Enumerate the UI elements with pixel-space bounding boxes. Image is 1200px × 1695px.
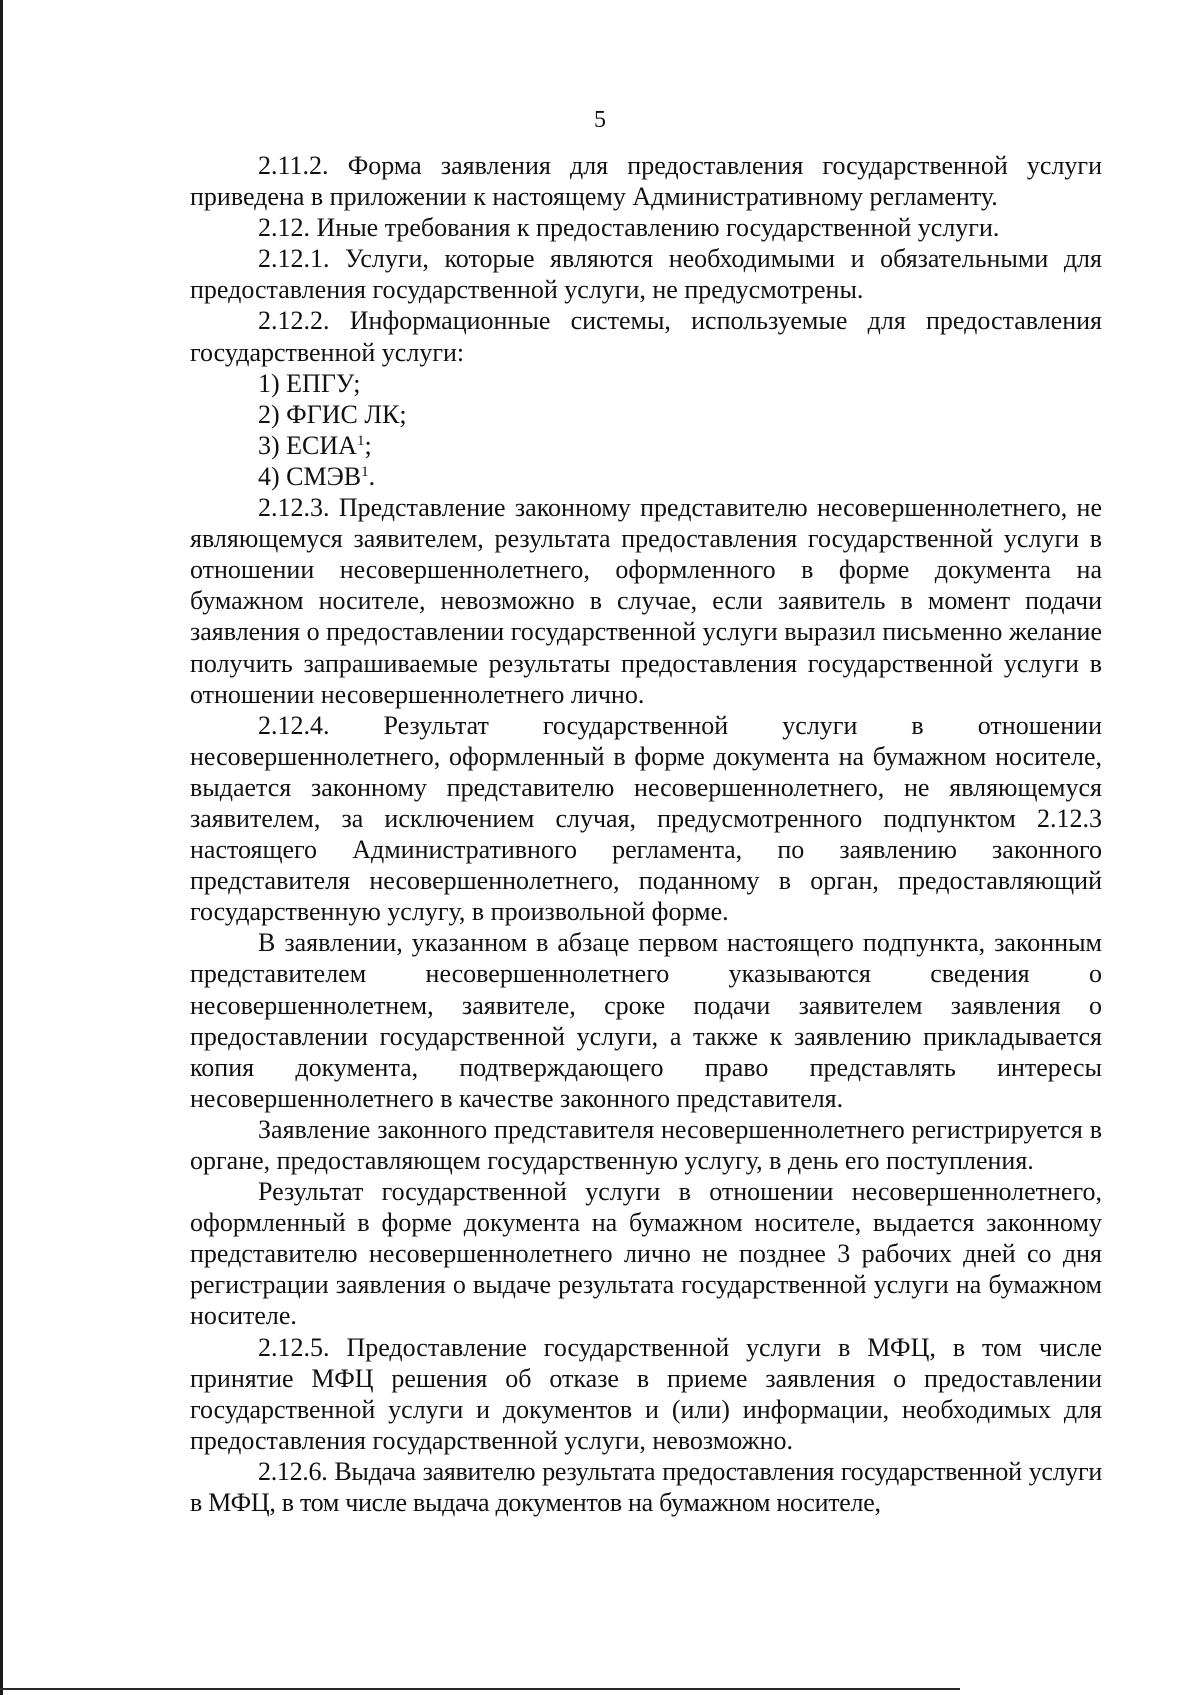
list-item-text: 4) СМЭВ [258,461,362,491]
list-item-text: 1) ЕПГУ; [258,368,361,398]
paragraph-application-content: В заявлении, указанном в абзаце первом настоящего подпункта, законным представителем несовершеннолетнего указываются сведения о несовершеннолетнем, заявителе, сроке подачи заявителем заявления о предоставлении государственной услуги, а также к заявлению прикладывается копия документа, подтверждающего право представлять интересы несовершеннолетнего в качестве законного представителя. [190,928,1102,1113]
paragraph-2-12-3: 2.12.3. Представление законному представителю несовершеннолетнего, не являющемуся заявителем, результата предоставления государственной услуги в отношении несовершеннолетнего, оформленного в форме документа на бумажном носителе, невозможно в случае, если заявитель в момент подачи заявления о предоставлении государственной услуги выразил письменно желание получить запрашиваемые результаты предоставления государственной услуги в отношении несовершеннолетнего лично. [190,493,1102,709]
page-body [190,150,1102,1518]
list-item-smev [190,461,1102,492]
list-item-tail: ; [364,430,372,460]
paragraph-result-issuance: Результат государственной услуги в отношении несовершеннолетнего, оформленный в форме документа на бумажном носителе, выдается законному представителю несовершеннолетнего лично не позднее 3 рабочих дней со дня регистрации заявления о выдаче результата государственной услуги на бумажном носителе. [190,1177,1102,1331]
list-item-epgu [190,368,1102,399]
paragraph-2-12-5: 2.12.5. Предоставление государственной услуги в МФЦ, в том числе принятие МФЦ решения об отказе в приеме заявления о предоставлении государственной услуги и документов и (или) информации, необходимых для предоставления государственной услуги, невозможно. [190,1332,1102,1455]
paragraph-2-12-6: 2.12.6. Выдача заявителю результата предоставления государственной услуги в МФЦ, в том числе выдача документов на бумажном носителе, [190,1456,1102,1518]
paragraph-application-registration: Заявление законного представителя несовершеннолетнего регистрируется в органе, предоставляющем государственную услугу, в день его поступления. [190,1114,1102,1175]
scan-edge-left [0,0,3,1695]
scan-edge-bottom [0,1688,960,1690]
list-item-text: 3) ЕСИА [258,430,357,460]
paragraph-2-11-2: 2.11.2. Форма заявления для предоставления государственной услуги приведена в приложении к настоящему Административному регламенту. [190,151,1102,212]
paragraph-2-12-2: 2.12.2. Информационные системы, используемые для предоставления государственной услуги: [190,306,1102,367]
paragraph-2-12-1: 2.12.1. Услуги, которые являются необходимыми и обязательными для предоставления государственной услуги, не предусмотрены. [190,244,1102,305]
page-number: 5 [594,107,606,133]
paragraph-2-12: 2.12. Иные требования к предоставлению государственной услуги. [258,213,1000,243]
list-item-text: 2) ФГИС ЛК; [258,399,407,429]
footnote-ref: 1 [361,463,369,480]
paragraph-2-12-4: 2.12.4. Результат государственной услуги в отношении несовершеннолетнего, оформленный в форме документа на бумажном носителе, выдается законному представителю несовершеннолетнего, не являющемуся заявителем, за исключением случая, предусмотренного подпунктом 2.12.3 настоящего Административного регламента, по заявлению законного представителя несовершеннолетнего, поданному в орган, предоставляющий государственную услугу, в произвольной форме. [190,710,1102,927]
footnote-ref: 1 [356,432,365,449]
list-item-tail: . [368,461,376,491]
list-item-esia [190,430,1102,461]
list-item-fgis-lk [190,399,1102,430]
